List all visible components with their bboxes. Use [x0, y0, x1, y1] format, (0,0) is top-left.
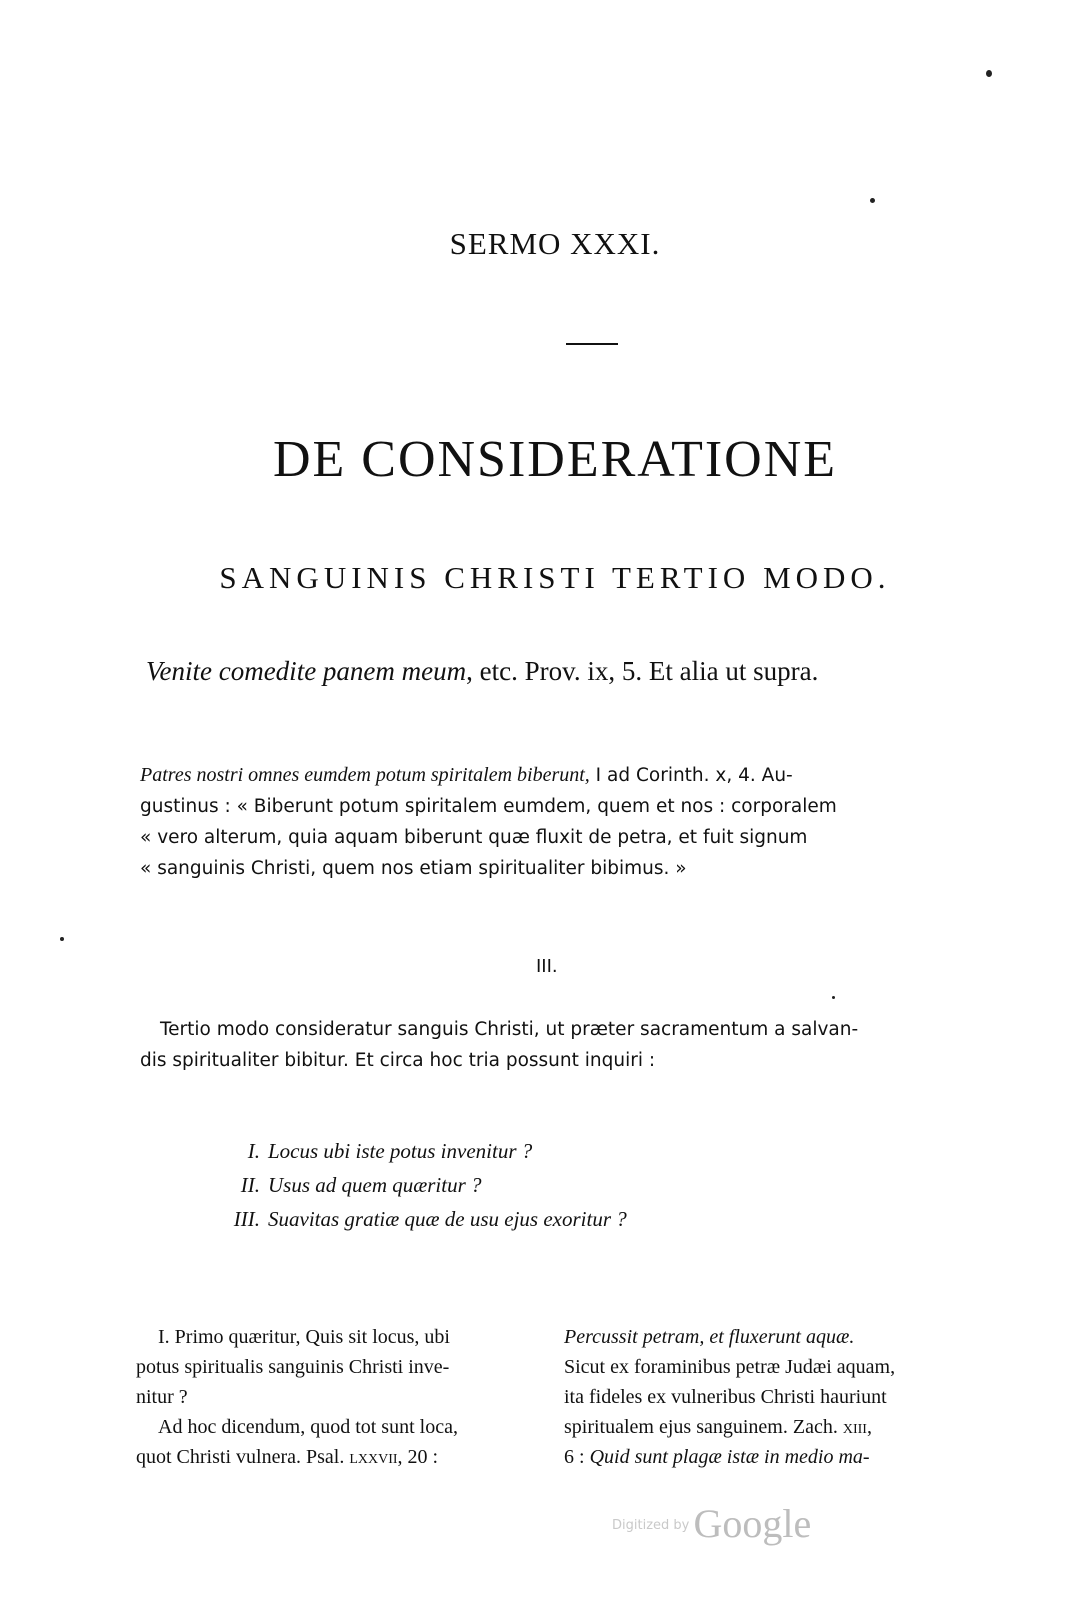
column-text: quot Christi vulnera. Psal. [136, 1446, 350, 1468]
column-line: nitur ? [136, 1386, 188, 1408]
question-number: II. [240, 1173, 260, 1197]
question-text: Suavitas gratiæ quæ de usu ejus exoritur ? [268, 1207, 627, 1231]
epigraph-quote: Patres nostri omnes eumdem potum spiritalem biberunt, [140, 764, 590, 786]
column-quote: Quid sunt plagæ istæ in medio ma- [589, 1446, 870, 1468]
question-number: I. [247, 1139, 260, 1163]
column-line: ita fideles ex vulneribus Christi hauriunt [564, 1386, 887, 1408]
question-text: Locus ubi iste potus invenitur ? [268, 1139, 533, 1163]
left-column [136, 1322, 540, 1472]
epigraph-line: gustinus : « Biberunt potum spiritalem eumdem, quem et nos : corporalem [140, 796, 837, 817]
question-item [214, 1134, 814, 1168]
ink-speck [60, 937, 64, 941]
scripture-quote: Venite comedite panem meum [146, 656, 467, 686]
watermark-prefix: Digitized by [612, 1518, 690, 1533]
column-text: 6 : [564, 1446, 590, 1468]
column-line [564, 1412, 976, 1442]
column-text: , 20 : [397, 1446, 439, 1468]
column-line: Sicut ex foraminibus petræ Judæi aquam, [564, 1356, 896, 1378]
questions-list [214, 1134, 814, 1236]
scripture-text [146, 656, 976, 687]
column-line [564, 1442, 976, 1472]
zach-reference: xiii [842, 1416, 867, 1438]
question-item [214, 1202, 814, 1236]
epigraph-line [140, 760, 978, 791]
section-number: III. [536, 956, 558, 977]
ink-speck [986, 70, 992, 77]
sermon-title: DE CONSIDERATIONE [272, 431, 838, 488]
column-line: potus spiritualis sanguinis Christi inve- [136, 1356, 450, 1378]
section-intro [140, 1014, 980, 1076]
question-item [214, 1168, 814, 1202]
epigraph [140, 760, 978, 884]
epigraph-line: « sanguinis Christi, quem nos etiam spiritualiter bibimus. » [140, 858, 687, 879]
sermon-subtitle: SANGUINIS CHRISTI TERTIO MODO. [219, 560, 891, 595]
sermon-number: SERMO XXXI. [449, 226, 661, 261]
digitized-watermark [612, 1500, 811, 1547]
epigraph-reference: I ad Corinth. x, 4. Au- [589, 765, 793, 786]
scripture-reference: , etc. Prov. ix, 5. Et alia ut supra. [466, 656, 819, 686]
right-column [564, 1322, 976, 1472]
epigraph-line: « vero alterum, quia aquam biberunt quæ fluxit de petra, et fuit signum [140, 827, 808, 848]
google-logo: Google [693, 1501, 812, 1546]
column-line [136, 1442, 540, 1472]
ink-speck [832, 996, 835, 999]
column-line: I. Primo quæritur, Quis sit locus, ubi [158, 1326, 450, 1348]
question-number: III. [233, 1207, 260, 1231]
psalm-reference: lxxvii [349, 1446, 398, 1468]
intro-line: Tertio modo consideratur sanguis Christi, ut præter sacramentum a salvan- [160, 1019, 859, 1040]
column-line: Percussit petram, et fluxerunt aquæ. [564, 1326, 855, 1348]
column-text: , [866, 1416, 872, 1438]
intro-line: dis spiritualiter bibitur. Et circa hoc tria possunt inquiri : [140, 1050, 656, 1071]
title-divider [566, 343, 618, 345]
column-text: spiritualem ejus sanguinem. Zach. [564, 1416, 843, 1438]
column-line: Ad hoc dicendum, quod tot sunt loca, [158, 1416, 458, 1438]
question-text: Usus ad quem quæritur ? [268, 1173, 482, 1197]
ink-speck [870, 198, 875, 203]
